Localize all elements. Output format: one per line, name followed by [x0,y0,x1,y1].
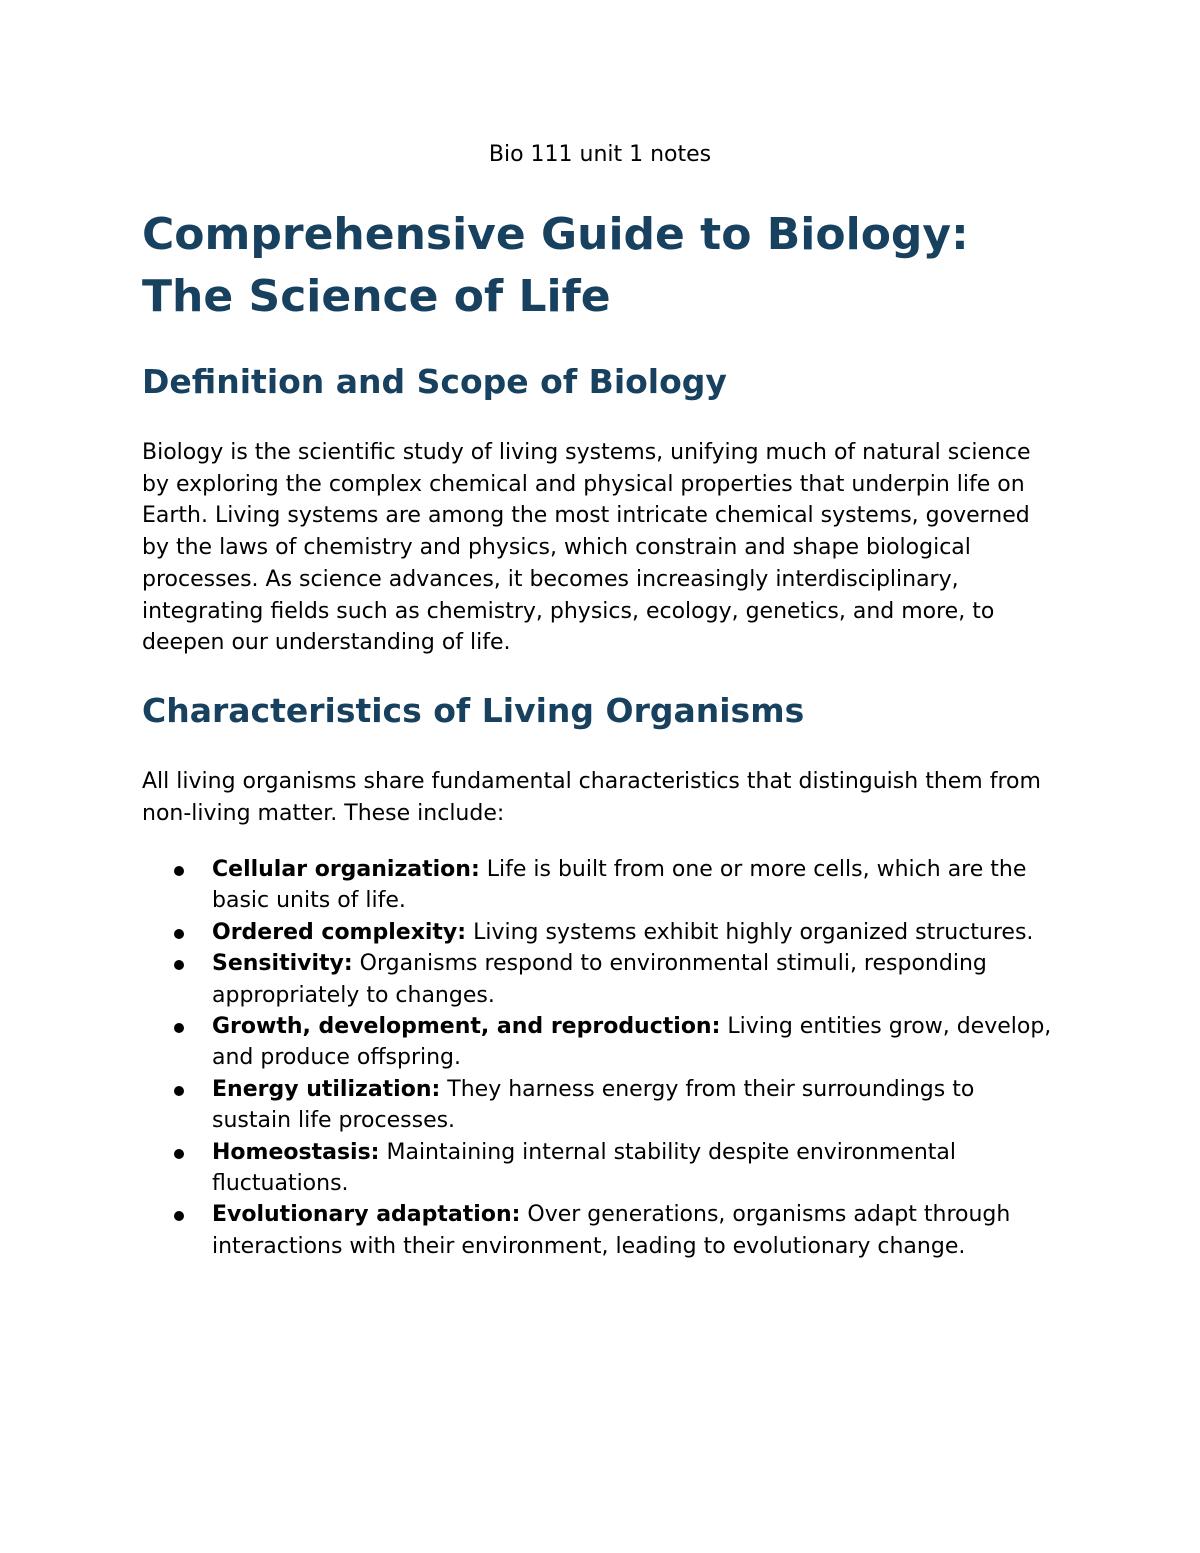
list-item-text: Organisms respond to environmental stimuli, responding appropriately to changes. [212,951,987,1008]
list-item-text: Life is built from one or more cells, which are the basic units of life. [212,857,1027,914]
list-item [142,1199,1052,1262]
section-paragraph-definition: Biology is the scientific study of living systems, unifying much of natural science by exploring the complex chemical and physical properties that underpin life on Earth. Living systems are among the most intricate chemical systems, governed by the laws of chemistry and physics, which constrain and shape biological processes. As science advances, it becomes increasingly interdisciplinary, integrating fields such as chemistry, physics, ecology, genetics, and more, to deepen our understanding of life. [142,440,1031,656]
list-item-term: Energy utilization: [212,1076,441,1102]
section-heading-characteristics: Characteristics of Living Organisms [142,691,805,730]
list-item-term: Ordered complexity: [212,919,467,945]
list-item [142,854,1052,917]
bullet-icon [174,960,184,970]
list-item-term: Homeostasis: [212,1139,380,1165]
characteristics-list [142,854,1062,1262]
list-item-term: Evolutionary adaptation: [212,1202,521,1228]
document-header: Bio 111 unit 1 notes [488,142,712,167]
bullet-icon [174,1211,184,1221]
list-item [142,917,1052,948]
list-item-text: Living entities grow, develop, and produce offspring. [212,1014,1052,1071]
bullet-icon [174,1023,184,1033]
section-heading-definition: Definition and Scope of Biology [142,362,727,401]
list-item-term: Sensitivity: [212,951,353,977]
list-item [142,1074,1052,1137]
list-item-text: They harness energy from their surroundings to sustain life processes. [212,1076,975,1134]
bullet-icon [174,866,184,876]
document-title: Comprehensive Guide to Biology: The Science of Life [142,209,969,322]
list-item-term: Growth, development, and reproduction: [212,1014,721,1040]
list-item-term: Cellular organization: [212,857,480,882]
list-item [142,948,1052,1011]
list-item-text: Maintaining internal stability despite environmental fluctuations. [212,1139,956,1197]
section-paragraph-characteristics: All living organisms share fundamental characteristics that distinguish them from non-living matter. These include: [142,769,1041,826]
list-item [142,1137,1052,1200]
list-item [142,1011,1052,1074]
bullet-icon [174,929,184,939]
bullet-icon [174,1086,184,1096]
bullet-icon [174,1149,184,1159]
list-item-text: Over generations, organisms adapt through interactions with their environment, leading to evolutionary change. [212,1202,1011,1259]
list-item-text: Living systems exhibit highly organized structures. [466,919,1034,945]
